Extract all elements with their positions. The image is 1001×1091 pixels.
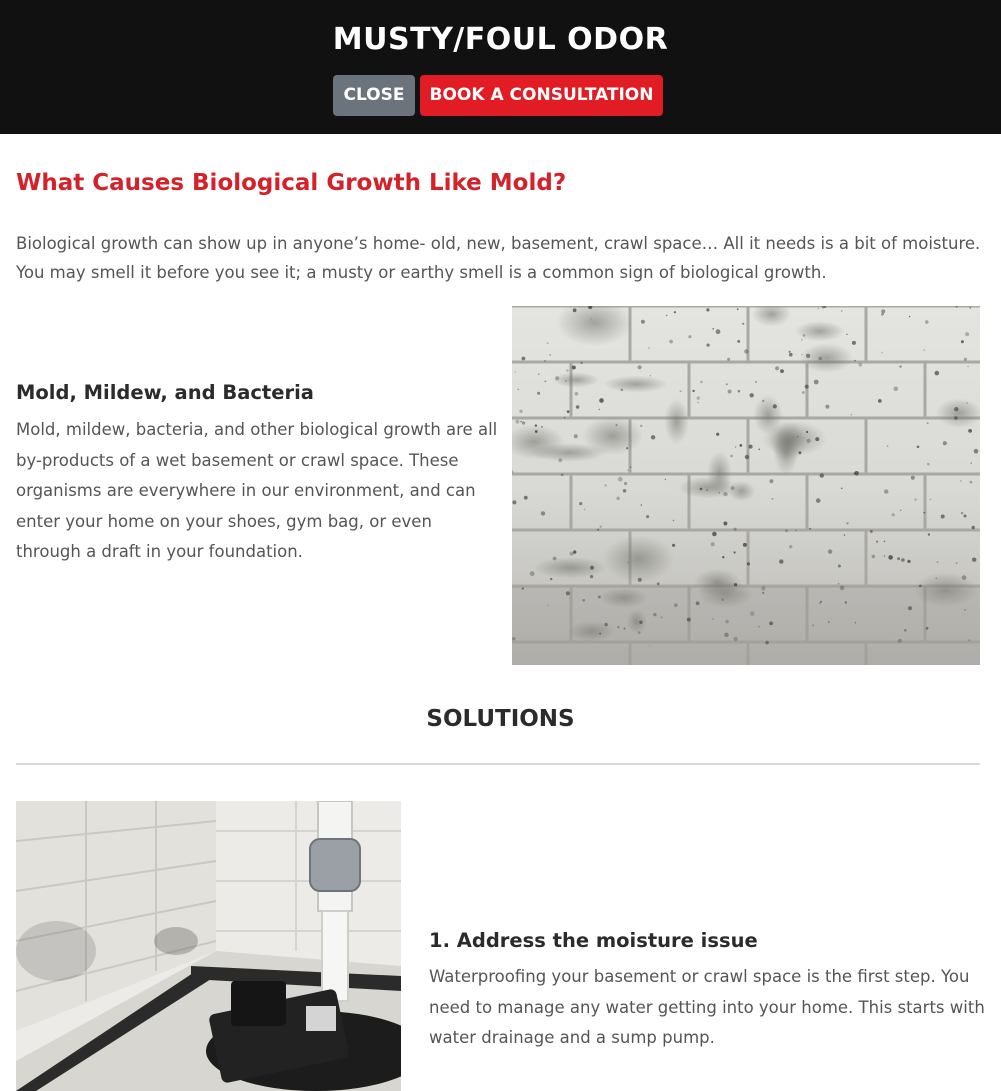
modal-header: [0, 0, 1001, 134]
solution-step-heading: 1. Address the moisture issue: [429, 929, 758, 952]
mold-section-text: Mold, mildew, bacteria, and other biological growth are all by-products of a wet basement or crawl space. These organisms are everywhere in our environment, and can enter your home on your shoes, gym bag, or even through a draft in your foundation.: [16, 420, 498, 561]
moldy-block-wall-image: [512, 306, 980, 665]
section-divider: [16, 763, 980, 765]
solutions-heading: SOLUTIONS: [426, 706, 575, 732]
mold-section-heading: Mold, Mildew, and Bacteria: [16, 381, 314, 404]
sump-pump-image: [16, 801, 401, 1091]
solution-step-text: Waterproofing your basement or crawl space is the first step. You need to manage any water getting into your home. This starts with water drainage and a sump pump.: [429, 967, 985, 1047]
close-button[interactable]: CLOSE: [333, 75, 415, 116]
intro-paragraph: Biological growth can show up in anyone’s home- old, new, basement, crawl space… All it needs is a bit of moisture. You may smell it before you see it; a musty or earthy smell is a common sign of biological growth.: [16, 234, 981, 282]
article-heading: What Causes Biological Growth Like Mold?: [16, 170, 567, 196]
modal-title: MUSTY/FOUL ODOR: [332, 22, 669, 57]
book-consultation-button[interactable]: BOOK A CONSULTATION: [420, 75, 663, 116]
